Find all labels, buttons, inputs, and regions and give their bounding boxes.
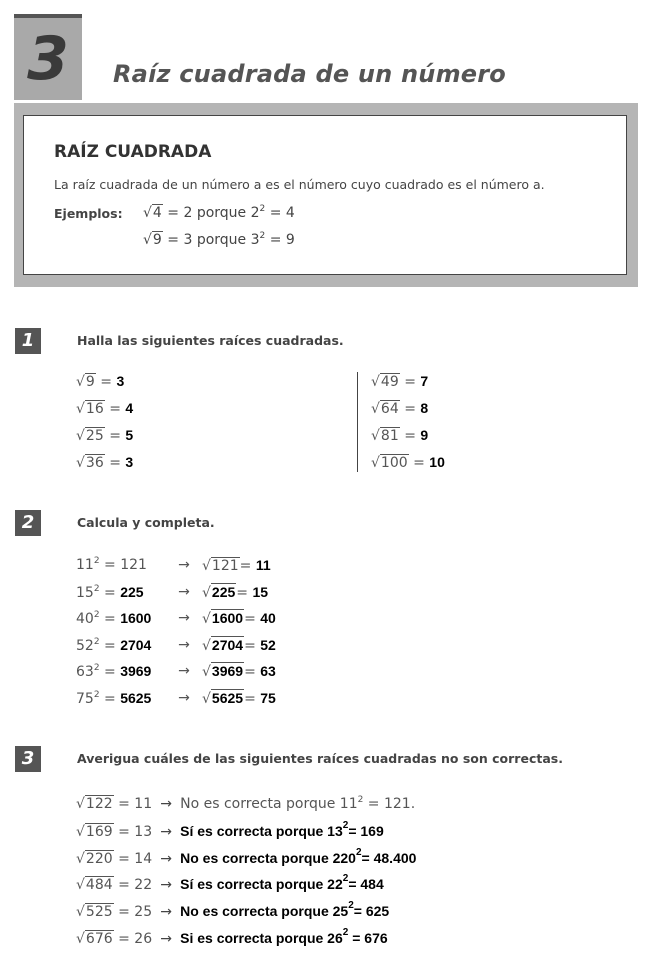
radicand: 5625: [211, 689, 244, 706]
base: 11: [76, 557, 94, 573]
exercise-3-badge: 3: [15, 746, 41, 772]
exercise-2-instruction: Calcula y completa.: [77, 515, 215, 530]
equals-sign: =: [399, 374, 421, 390]
check-row: [76, 796, 415, 812]
radical-sign-icon: √: [202, 558, 211, 574]
example-result: = 9: [265, 232, 295, 248]
radical-sign-icon: √: [76, 374, 85, 390]
radicand: 9: [85, 374, 95, 390]
radical-sign-icon: √: [371, 401, 380, 417]
radicand: 169: [85, 823, 113, 840]
arrow-icon: →: [178, 610, 190, 626]
verdict: [180, 796, 415, 812]
radical: [76, 401, 105, 417]
claimed-value: 26: [134, 931, 153, 947]
answer: 7: [420, 373, 429, 389]
verdict-result: = 48.400: [361, 849, 417, 866]
radicand: 4: [152, 205, 162, 221]
root-item: [76, 427, 133, 444]
radical-sign-icon: √: [202, 637, 211, 654]
answer: 10: [429, 454, 445, 470]
exponent: 2: [93, 689, 100, 700]
verdict-result: = 625: [353, 903, 390, 920]
radical-sign-icon: √: [202, 611, 211, 627]
example-text: = 2 porque 2: [162, 205, 260, 221]
radical: [202, 558, 240, 574]
calc-row: [76, 690, 151, 707]
answer: 3: [125, 454, 134, 470]
radical-sign-icon: √: [76, 401, 85, 417]
base: 63: [76, 664, 94, 680]
calc-row: [76, 610, 151, 627]
equals-sign: =: [244, 637, 261, 654]
calc-row: [76, 663, 151, 680]
check-row: [76, 927, 388, 947]
verdict: [180, 873, 384, 893]
equals-sign: =: [104, 455, 126, 471]
radical: [371, 455, 409, 471]
equals-sign: =: [408, 455, 430, 471]
radicand: 122: [85, 796, 113, 812]
verdict: [180, 846, 417, 866]
example-text: = 3 porque 3: [162, 232, 260, 248]
radical: [371, 374, 400, 390]
radical: [76, 455, 105, 471]
equals-sign: =: [244, 664, 261, 680]
root-answer: 11: [255, 557, 271, 573]
radicand: 3969: [211, 663, 244, 679]
base: 52: [76, 637, 94, 654]
radical: [76, 851, 114, 867]
verdict-text: No es correcta porque 11: [180, 796, 358, 812]
radical: [371, 401, 400, 417]
equals-sign: =: [99, 557, 121, 573]
verdict-text: Sí es correcta porque 13: [180, 822, 343, 839]
radical-sign-icon: √: [76, 428, 85, 444]
square-value: 2704: [120, 636, 152, 653]
verdict-text: No es correcta porque 220: [180, 849, 356, 866]
answer: 3: [116, 373, 125, 389]
radical: √9: [143, 232, 162, 248]
root-answer: 40: [260, 610, 276, 626]
arrow-icon: →: [160, 796, 172, 812]
radicand: 484: [85, 877, 113, 894]
radicand: 2704: [211, 636, 244, 653]
page-title: Raíz cuadrada de un número: [113, 60, 506, 88]
answer: 5: [125, 427, 134, 443]
arrow-icon: →: [178, 636, 190, 653]
square-value: 225: [120, 583, 144, 600]
exponent: 2: [93, 583, 100, 594]
radical: [76, 374, 96, 390]
claimed-value: 11: [134, 796, 153, 812]
check-row: [76, 846, 417, 867]
example-row: [143, 232, 295, 248]
square-value: 5625: [120, 689, 152, 706]
equals-sign: =: [236, 584, 253, 601]
equals-sign: =: [99, 637, 121, 654]
arrow-icon: →: [160, 823, 172, 840]
root-result: [202, 610, 276, 627]
arrow-icon: →: [160, 904, 172, 921]
radicand: 25: [85, 428, 104, 444]
verdict: [180, 900, 390, 920]
root-item: [371, 400, 428, 417]
root-result: [202, 584, 268, 601]
arrow-icon: →: [178, 583, 190, 600]
radicand: 220: [85, 850, 113, 867]
check-row: [76, 873, 384, 894]
exercise-2-badge: 2: [15, 510, 41, 536]
radical: [76, 904, 114, 920]
arrow-icon: →: [178, 557, 190, 573]
radicand: 525: [85, 904, 113, 921]
radicand: 676: [85, 931, 113, 947]
exercise-1-badge: 1: [15, 328, 41, 354]
equals-sign: =: [399, 428, 421, 444]
claimed-value: 14: [134, 850, 153, 867]
root-item: [76, 400, 133, 417]
equals-sign: =: [239, 558, 256, 574]
equals-sign: =: [99, 584, 121, 601]
radicand: 121: [211, 558, 239, 574]
verdict-text: Sí es correcta porque 22: [180, 876, 343, 893]
exponent: 2: [93, 610, 100, 620]
radical: [202, 610, 244, 627]
example-result: = 4: [265, 205, 295, 221]
check-row: [76, 819, 384, 840]
square-value: 1600: [120, 610, 152, 626]
answer: 9: [420, 427, 429, 443]
radical-sign-icon: √: [76, 850, 85, 867]
equals-sign: =: [99, 611, 121, 627]
root-result: [202, 557, 271, 574]
radical-sign-icon: √: [76, 796, 85, 812]
radicand: 225: [211, 583, 236, 600]
radical: [76, 428, 105, 444]
radical: [76, 796, 114, 812]
equals-sign: =: [113, 931, 135, 947]
root-item: [371, 454, 445, 471]
exponent: 2: [348, 900, 354, 912]
radical-sign-icon: √: [76, 904, 85, 921]
radical-sign-icon: √: [76, 931, 85, 947]
radical-sign-icon: √: [371, 374, 380, 390]
radical: [202, 637, 244, 654]
equals-sign: =: [244, 611, 261, 627]
exercise-1-instruction: Halla las siguientes raíces cuadradas.: [77, 333, 344, 348]
square-value: 121: [120, 557, 147, 573]
definition-text: La raíz cuadrada de un número a es el número cuyo cuadrado es el número a.: [54, 177, 545, 192]
calc-row: [76, 637, 151, 654]
arrow-icon: →: [178, 689, 190, 706]
claimed-value: 13: [134, 823, 153, 840]
column-divider: [357, 372, 358, 472]
equals-sign: =: [104, 428, 126, 444]
equals-sign: =: [244, 690, 261, 707]
exponent: 2: [342, 819, 349, 831]
exponent: 2: [93, 663, 100, 673]
radical: √4: [143, 205, 162, 221]
root-result: [202, 637, 276, 654]
equals-sign: =: [113, 877, 135, 894]
root-answer: 63: [260, 663, 276, 679]
verdict-result: = 484: [348, 876, 384, 893]
answer: 4: [125, 400, 134, 416]
root-result: [202, 663, 276, 680]
equals-sign: =: [104, 401, 126, 417]
root-item: [371, 373, 428, 390]
example-row: [143, 205, 295, 221]
examples-label: Ejemplos:: [54, 206, 123, 221]
radical: [76, 877, 114, 893]
root-answer: 15: [252, 583, 269, 600]
exponent: 2: [259, 204, 266, 214]
chapter-number: 3: [27, 24, 69, 94]
exponent: 2: [259, 231, 266, 241]
base: 75: [76, 690, 94, 707]
claimed-value: 25: [134, 904, 153, 921]
root-item: [76, 454, 133, 471]
definition-title: RAÍZ CUADRADA: [54, 142, 212, 162]
verdict-result: = 676: [348, 930, 388, 946]
radical-sign-icon: √: [76, 455, 85, 471]
radical: [202, 663, 244, 680]
calc-row: [76, 584, 144, 601]
root-item: [76, 373, 124, 390]
radical-sign-icon: √: [371, 428, 380, 444]
arrow-icon: →: [160, 877, 172, 894]
calc-row: [76, 557, 147, 573]
root-answer: 52: [260, 636, 276, 653]
radical-sign-icon: √: [202, 584, 211, 601]
equals-sign: =: [399, 401, 421, 417]
exercise-3-instruction: Averigua cuáles de las siguientes raíces cuadradas no son correctas.: [77, 751, 563, 766]
radical: [202, 584, 236, 601]
equals-sign: =: [113, 904, 135, 921]
check-row: [76, 900, 390, 921]
arrow-icon: →: [160, 850, 172, 867]
verdict: [180, 819, 384, 839]
equals-sign: =: [113, 850, 135, 867]
radical-sign-icon: √: [76, 877, 85, 894]
verdict-text: No es correcta porque 25: [180, 903, 349, 920]
base: 40: [76, 611, 94, 627]
radical-sign-icon: √: [76, 823, 85, 840]
radical-sign-icon: √: [202, 664, 211, 680]
exponent: 2: [355, 846, 362, 858]
root-result: [202, 690, 276, 707]
radicand: 1600: [211, 610, 244, 626]
exponent: 2: [93, 556, 100, 566]
equals-sign: =: [99, 664, 121, 680]
exponent: 2: [357, 795, 364, 805]
radicand: 81: [380, 428, 399, 444]
radical: [76, 931, 114, 947]
exponent: 2: [342, 927, 349, 938]
equals-sign: =: [113, 823, 135, 840]
root-item: [371, 427, 428, 444]
base: 15: [76, 584, 94, 601]
root-answer: 75: [260, 689, 276, 706]
radical: [371, 428, 400, 444]
radical: [76, 824, 114, 840]
equals-sign: =: [95, 374, 117, 390]
radical: [202, 690, 244, 707]
verdict: [180, 927, 388, 946]
radicand: 49: [380, 374, 399, 390]
arrow-icon: →: [160, 931, 172, 947]
radical-sign-icon: √: [202, 690, 211, 707]
radicand: 9: [152, 232, 162, 248]
claimed-value: 22: [134, 877, 153, 894]
square-value: 3969: [120, 663, 152, 679]
arrow-icon: →: [178, 663, 190, 679]
equals-sign: =: [99, 690, 121, 707]
verdict-result: = 169: [348, 822, 384, 839]
exponent: 2: [342, 873, 349, 885]
radicand: 16: [85, 401, 104, 417]
equals-sign: =: [113, 796, 135, 812]
radicand: 64: [380, 401, 399, 417]
definition-box: [23, 115, 627, 275]
verdict-text: Si es correcta porque 26: [180, 930, 343, 946]
radicand: 100: [380, 455, 408, 471]
radicand: 36: [85, 455, 104, 471]
radical-sign-icon: √: [371, 455, 380, 471]
verdict-result: = 121.: [363, 796, 416, 812]
exponent: 2: [93, 636, 100, 647]
answer: 8: [420, 400, 429, 416]
